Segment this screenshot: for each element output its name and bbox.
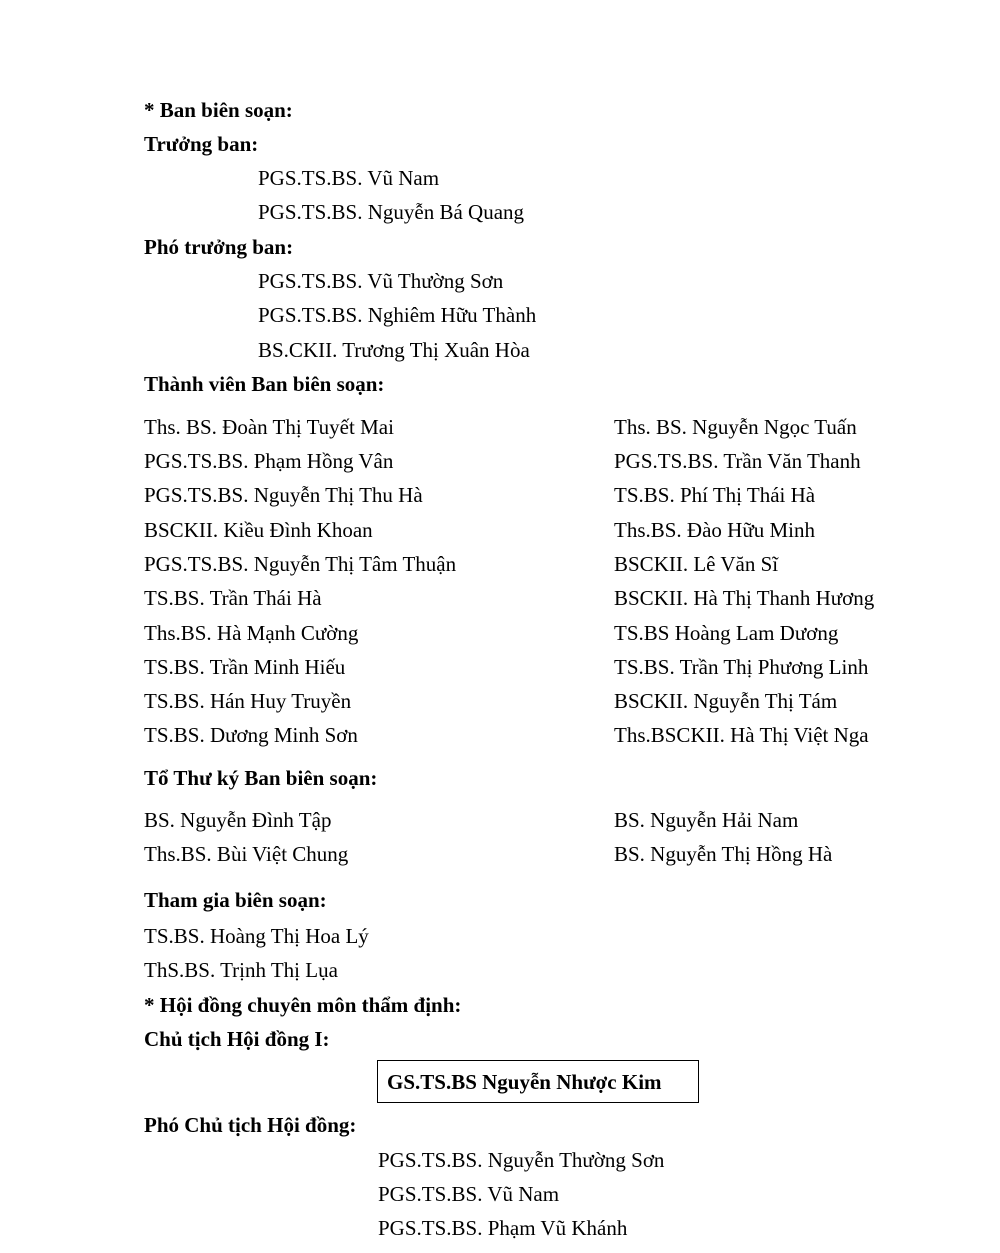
- chair-name: GS.TS.BS Nguyễn Nhược Kim: [387, 1070, 662, 1094]
- member-name: TS.BS. Trần Minh Hiếu: [144, 655, 346, 679]
- deputy-name: BS.CKII. Trương Thị Xuân Hòa: [258, 338, 530, 362]
- secretary-name: BS. Nguyễn Hải Nam: [614, 808, 799, 832]
- member-name: TS.BS Hoàng Lam Dương: [614, 621, 839, 645]
- member-name: Ths. BS. Nguyễn Ngọc Tuấn: [614, 415, 857, 439]
- secretary-name: BS. Nguyễn Đình Tập: [144, 808, 332, 832]
- secretary-name: Ths.BS. Bùi Việt Chung: [144, 842, 349, 866]
- participant-name: TS.BS. Hoàng Thị Hoa Lý: [144, 924, 369, 948]
- members-label: Thành viên Ban biên soạn:: [144, 372, 385, 396]
- member-name: TS.BS. Phí Thị Thái Hà: [614, 483, 816, 507]
- head-name: PGS.TS.BS. Nguyễn Bá Quang: [258, 200, 525, 224]
- drafting-heading: * Ban biên soạn:: [144, 98, 293, 122]
- deputy-label: Phó trưởng ban:: [144, 235, 294, 259]
- participant-name: ThS.BS. Trịnh Thị Lụa: [144, 958, 338, 982]
- member-name: TS.BS. Trần Thị Phương Linh: [614, 655, 869, 679]
- member-name: Ths.BS. Đào Hữu Minh: [614, 518, 815, 542]
- member-name: BSCKII. Nguyễn Thị Tám: [614, 689, 838, 713]
- chair-label: Chủ tịch Hội đồng I:: [144, 1027, 330, 1051]
- member-name: TS.BS. Dương Minh Sơn: [144, 723, 358, 747]
- head-name: PGS.TS.BS. Vũ Nam: [258, 166, 440, 190]
- vice-chair-name: PGS.TS.BS. Vũ Nam: [378, 1182, 560, 1206]
- member-name: Ths.BS. Hà Mạnh Cường: [144, 621, 359, 645]
- vice-chair-name: PGS.TS.BS. Nguyễn Thường Sơn: [378, 1148, 665, 1172]
- vice-chair-name: PGS.TS.BS. Phạm Vũ Khánh: [378, 1216, 628, 1240]
- member-name: PGS.TS.BS. Trần Văn Thanh: [614, 449, 861, 473]
- member-name: Ths. BS. Đoàn Thị Tuyết Mai: [144, 415, 394, 439]
- member-name: TS.BS. Hán Huy Truyền: [144, 689, 352, 713]
- member-name: BSCKII. Kiều Đình Khoan: [144, 518, 373, 542]
- member-name: Ths.BSCKII. Hà Thị Việt Nga: [614, 723, 869, 747]
- secretary-name: BS. Nguyễn Thị Hồng Hà: [614, 842, 833, 866]
- chair-box: [377, 1060, 699, 1103]
- head-label: Trưởng ban:: [144, 132, 259, 156]
- deputy-name: PGS.TS.BS. Nghiêm Hữu Thành: [258, 303, 537, 327]
- deputy-name: PGS.TS.BS. Vũ Thường Sơn: [258, 269, 504, 293]
- member-name: PGS.TS.BS. Nguyễn Thị Tâm Thuận: [144, 552, 457, 576]
- member-name: PGS.TS.BS. Nguyễn Thị Thu Hà: [144, 483, 423, 507]
- vice-chair-label: Phó Chủ tịch Hội đồng:: [144, 1113, 357, 1137]
- member-name: BSCKII. Hà Thị Thanh Hương: [614, 586, 875, 610]
- secretary-label: Tổ Thư ký Ban biên soạn:: [144, 766, 378, 790]
- participants-label: Tham gia biên soạn:: [144, 888, 327, 912]
- member-name: PGS.TS.BS. Phạm Hồng Vân: [144, 449, 394, 473]
- member-name: TS.BS. Trần Thái Hà: [144, 586, 322, 610]
- council-heading: * Hội đồng chuyên môn thẩm định:: [144, 993, 462, 1017]
- member-name: BSCKII. Lê Văn Sĩ: [614, 552, 779, 576]
